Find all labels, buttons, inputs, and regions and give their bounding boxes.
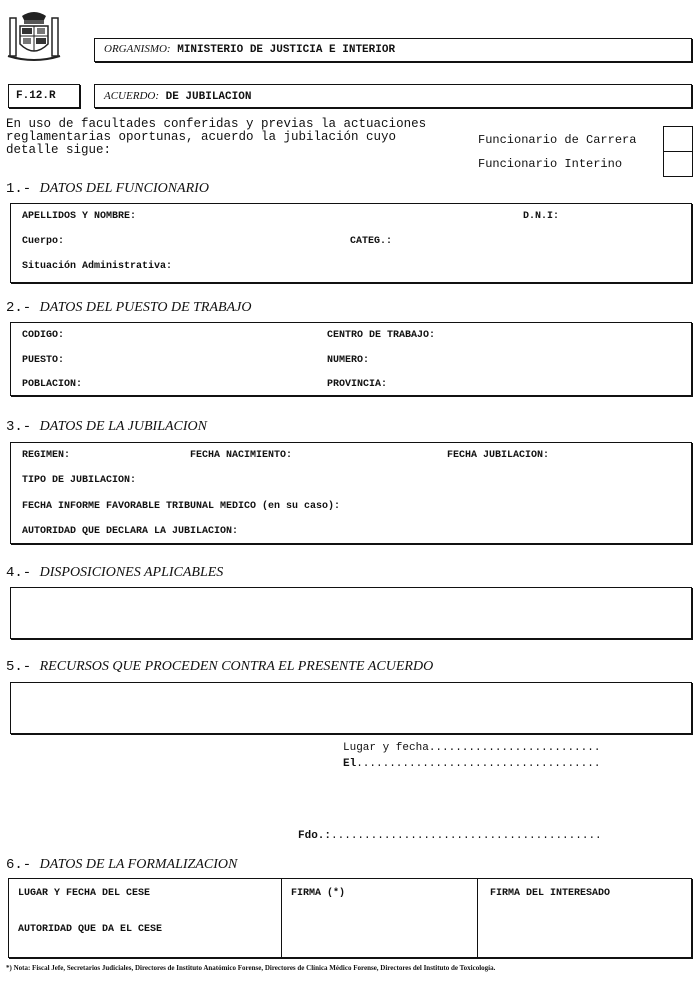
organismo-label: ORGANISMO: — [104, 43, 171, 55]
tipo-jubilacion-label: TIPO DE JUBILACION: — [22, 475, 137, 486]
autoridad-declara-label: AUTORIDAD QUE DECLARA LA JUBILACION: — [22, 526, 239, 537]
acuerdo-label: ACUERDO: — [104, 90, 159, 102]
acuerdo-value: DE JUBILACION — [165, 91, 252, 103]
cuerpo-label: Cuerpo: — [22, 236, 65, 247]
categ-label: CATEG.: — [350, 236, 393, 247]
formalizacion-divider-1 — [281, 878, 282, 958]
option-interino-checkbox[interactable] — [663, 151, 693, 177]
lugar-fecha-line: Lugar y fecha.......................... — [343, 742, 601, 754]
fdo-line: Fdo.:......................................... — [298, 830, 602, 842]
el-line: El..................................... — [343, 758, 601, 770]
fecha-nacimiento-label: FECHA NACIMIENTO: — [190, 450, 293, 461]
lugar-cese-label: LUGAR Y FECHA DEL CESE — [18, 888, 151, 899]
option-carrera-checkbox[interactable] — [663, 126, 693, 152]
option-interino-label: Funcionario Interino — [478, 157, 623, 171]
fecha-jubilacion-label: FECHA JUBILACION: — [447, 450, 550, 461]
informe-label: FECHA INFORME FAVORABLE TRIBUNAL MEDICO (en su caso): — [22, 501, 341, 512]
centro-label: CENTRO DE TRABAJO: — [327, 330, 436, 341]
provincia-label: PROVINCIA: — [327, 379, 388, 390]
section-3-title: 3.- DATOS DE LA JUBILACION — [6, 419, 207, 435]
organismo-value: MINISTERIO DE JUSTICIA E INTERIOR — [177, 44, 396, 56]
poblacion-label: POBLACION: — [22, 379, 83, 390]
puesto-label: PUESTO: — [22, 355, 65, 366]
codigo-label: CODIGO: — [22, 330, 65, 341]
intro-text: En uso de facultades conferidas y previas la actuaciones reglamentarias oportunas, acuerdo la jubilación cuyo detalle sigue: — [6, 117, 427, 157]
footnote: *) Nota: Fiscal Jefe, Secretarios Judiciales, Directores de Instituto Anatómico Forense, Directores de Clínica Médico Forense, Directores del Instituto de Toxicología. — [6, 964, 496, 972]
dni-label: D.N.I: — [523, 211, 560, 222]
situacion-label: Situación Administrativa: — [22, 261, 173, 272]
autoridad-cese-label: AUTORIDAD QUE DA EL CESE — [18, 924, 163, 935]
form-code: F.12.R — [16, 90, 56, 102]
apellidos-label: APELLIDOS Y NOMBRE: — [22, 211, 137, 222]
section-6-title: 6.- DATOS DE LA FORMALIZACION — [6, 857, 238, 873]
section-1-title: 1.- DATOS DEL FUNCIONARIO — [6, 181, 209, 197]
firma-label: FIRMA (*) — [291, 888, 346, 899]
regimen-label: REGIMEN: — [22, 450, 71, 461]
section-4-title: 4.- DISPOSICIONES APLICABLES — [6, 565, 224, 581]
section-2-title: 2.- DATOS DEL PUESTO DE TRABAJO — [6, 300, 252, 316]
numero-label: NUMERO: — [327, 355, 370, 366]
section-5-title: 5.- RECURSOS QUE PROCEDEN CONTRA EL PRESENTE ACUERDO — [6, 659, 434, 675]
coat-of-arms-icon — [6, 6, 62, 64]
formalizacion-divider-2 — [477, 878, 478, 958]
disposiciones-box[interactable] — [10, 587, 692, 639]
firma-interesado-label: FIRMA DEL INTERESADO — [490, 888, 611, 899]
recursos-box[interactable] — [10, 682, 692, 734]
option-carrera-label: Funcionario de Carrera — [478, 133, 637, 147]
